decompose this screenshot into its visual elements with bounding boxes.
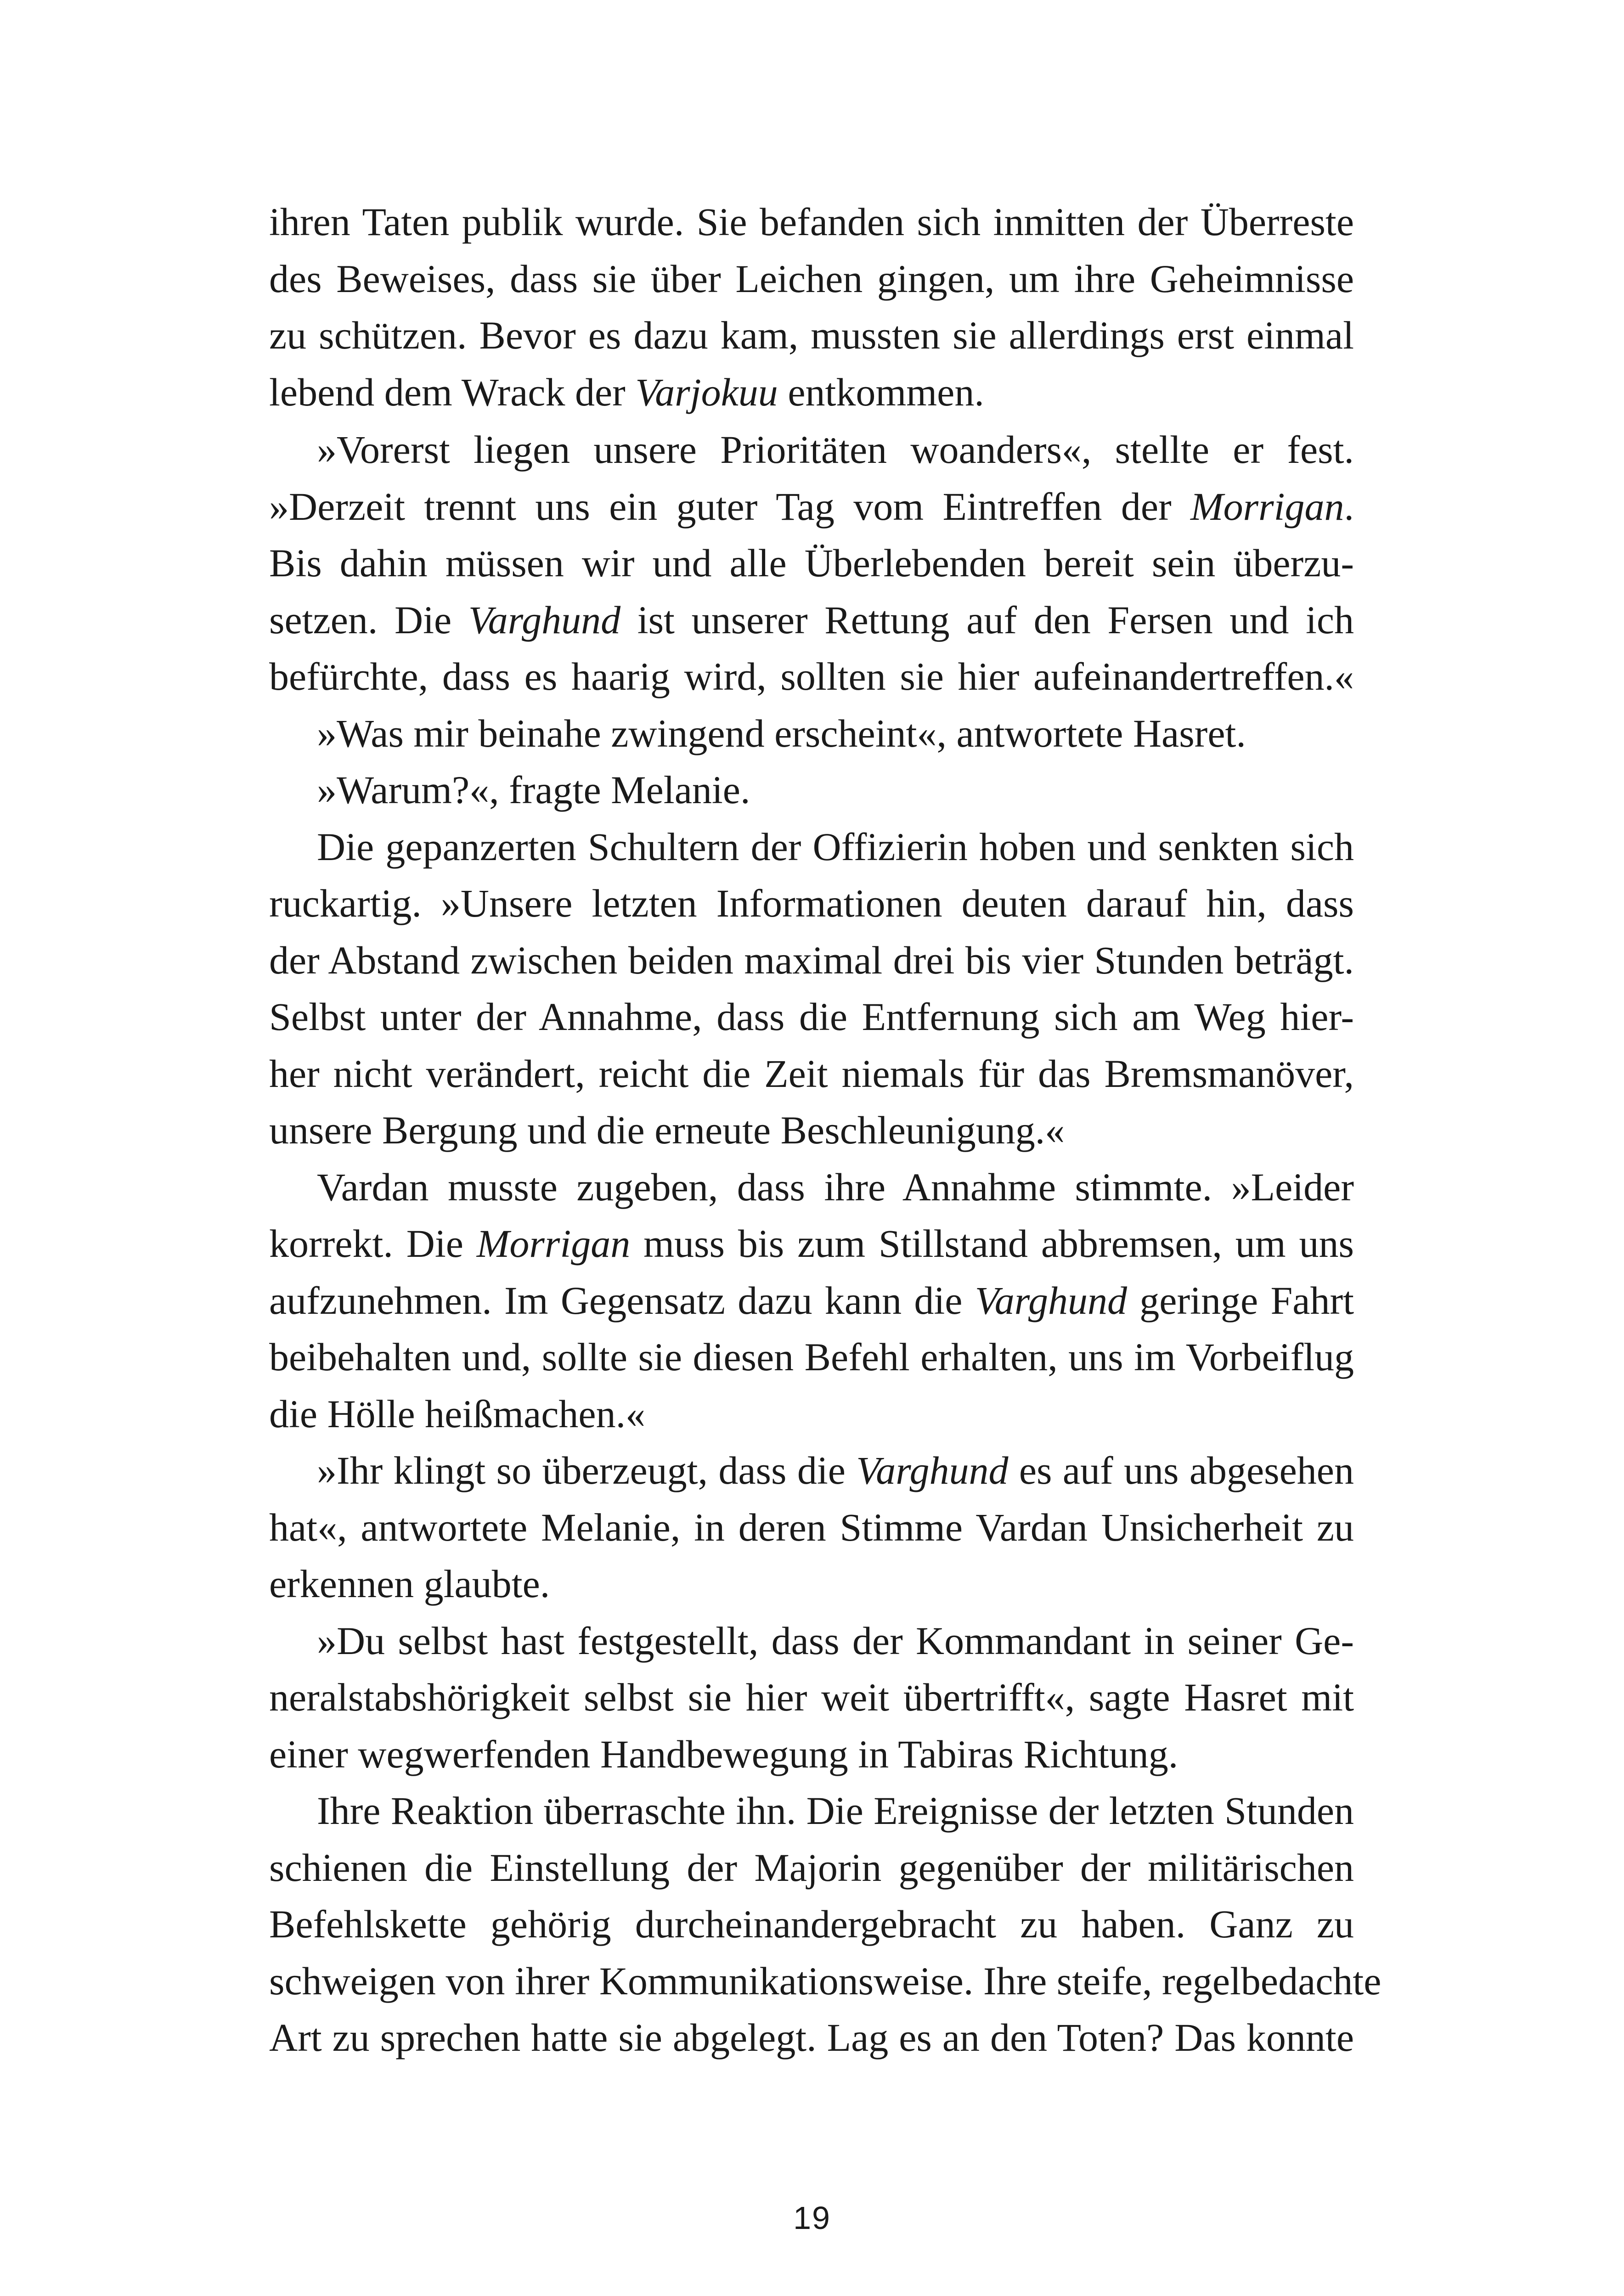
text-line: Ihre Reaktion überraschte ihn. Die Ereignisse der letzten Stunden: [317, 1789, 1354, 1833]
text-line: lebend dem Wrack der Varjokuu entkommen.: [269, 370, 984, 414]
ship-name: Morrigan: [476, 1221, 631, 1266]
text-line: Selbst unter der Annahme, dass die Entfernung sich am Weg hier-: [269, 995, 1354, 1039]
text-line: »Was mir beinahe zwingend erscheint«, antwortete Hasret.: [317, 711, 1246, 755]
ship-name: Varjokuu: [635, 370, 778, 414]
text-line: Die gepanzerten Schultern der Offizierin hoben und senkten sich: [317, 824, 1354, 869]
text-line: zu schützen. Bevor es dazu kam, mussten sie allerdings erst einmal: [269, 313, 1354, 357]
text-line: korrekt. Die Morrigan muss bis zum Stillstand abbremsen, um uns: [269, 1221, 1354, 1266]
text-line: die Hölle heißmachen.«: [269, 1391, 646, 1436]
text-line: »Derzeit trennt uns ein guter Tag vom Eintreffen der Morrigan.: [269, 484, 1354, 529]
text-line: beibehalten und, sollte sie diesen Befehl erhalten, uns im Vorbeiflug: [269, 1335, 1354, 1379]
text-line: »Warum?«, fragte Melanie.: [317, 768, 750, 812]
text-line: aufzunehmen. Im Gegensatz dazu kann die Varghund geringe Fahrt: [269, 1278, 1354, 1322]
ship-name: Varghund: [975, 1278, 1128, 1322]
ship-name: Varghund: [468, 597, 621, 642]
text-line: schweigen von ihrer Kommunikationsweise. Ihre steife, regelbedachte: [269, 1958, 1382, 2003]
text-line: her nicht verändert, reicht die Zeit niemals für das Bremsmanöver,: [269, 1051, 1354, 1096]
text-line: ruckartig. »Unsere letzten Informationen deuten darauf hin, dass: [269, 881, 1354, 925]
text-line: »Du selbst hast festgestellt, dass der Kommandant in seiner Ge-: [317, 1618, 1354, 1663]
text-line: der Abstand zwischen beiden maximal drei bis vier Stunden beträgt.: [269, 938, 1354, 982]
text-line: befürchte, dass es haarig wird, sollten sie hier aufeinandertreffen.«: [269, 654, 1354, 698]
text-line: setzen. Die Varghund ist unserer Rettung auf den Fersen und ich: [269, 597, 1354, 642]
text-line: neralstabshörigkeit selbst sie hier weit übertrifft«, sagte Hasret mit: [269, 1675, 1354, 1719]
text-line: »Ihr klingt so überzeugt, dass die Varghund es auf uns abgesehen: [317, 1448, 1354, 1492]
text-line: schienen die Einstellung der Majorin gegenüber der militärischen: [269, 1845, 1354, 1890]
page-number: 19: [793, 2200, 831, 2236]
text-line: Vardan musste zugeben, dass ihre Annahme stimmte. »Leider: [317, 1165, 1354, 1209]
ship-name: Varghund: [856, 1448, 1009, 1492]
text-line: des Beweises, dass sie über Leichen gingen, um ihre Geheimnisse: [269, 256, 1354, 301]
text-line: ihren Taten publik wurde. Sie befanden sich inmitten der Überreste: [269, 200, 1354, 244]
text-line: hat«, antwortete Melanie, in deren Stimme Vardan Unsicherheit zu: [269, 1505, 1354, 1549]
text-line: Befehlskette gehörig durcheinandergebracht zu haben. Ganz zu: [269, 1902, 1354, 1946]
text-line: erkennen glaubte.: [269, 1562, 550, 1606]
text-line: Bis dahin müssen wir und alle Überlebenden bereit sein überzu-: [269, 541, 1354, 585]
ship-name: Morrigan: [1190, 484, 1344, 529]
text-line: unsere Bergung und die erneute Beschleunigung.«: [269, 1108, 1065, 1152]
text-line: Art zu sprechen hatte sie abgelegt. Lag es an den Toten? Das konnte: [269, 2015, 1354, 2060]
body-text: [269, 194, 1382, 2066]
text-line: einer wegwerfenden Handbewegung in Tabiras Richtung.: [269, 1732, 1179, 1776]
text-line: »Vorerst liegen unsere Prioritäten woanders«, stellte er fest.: [317, 428, 1354, 472]
